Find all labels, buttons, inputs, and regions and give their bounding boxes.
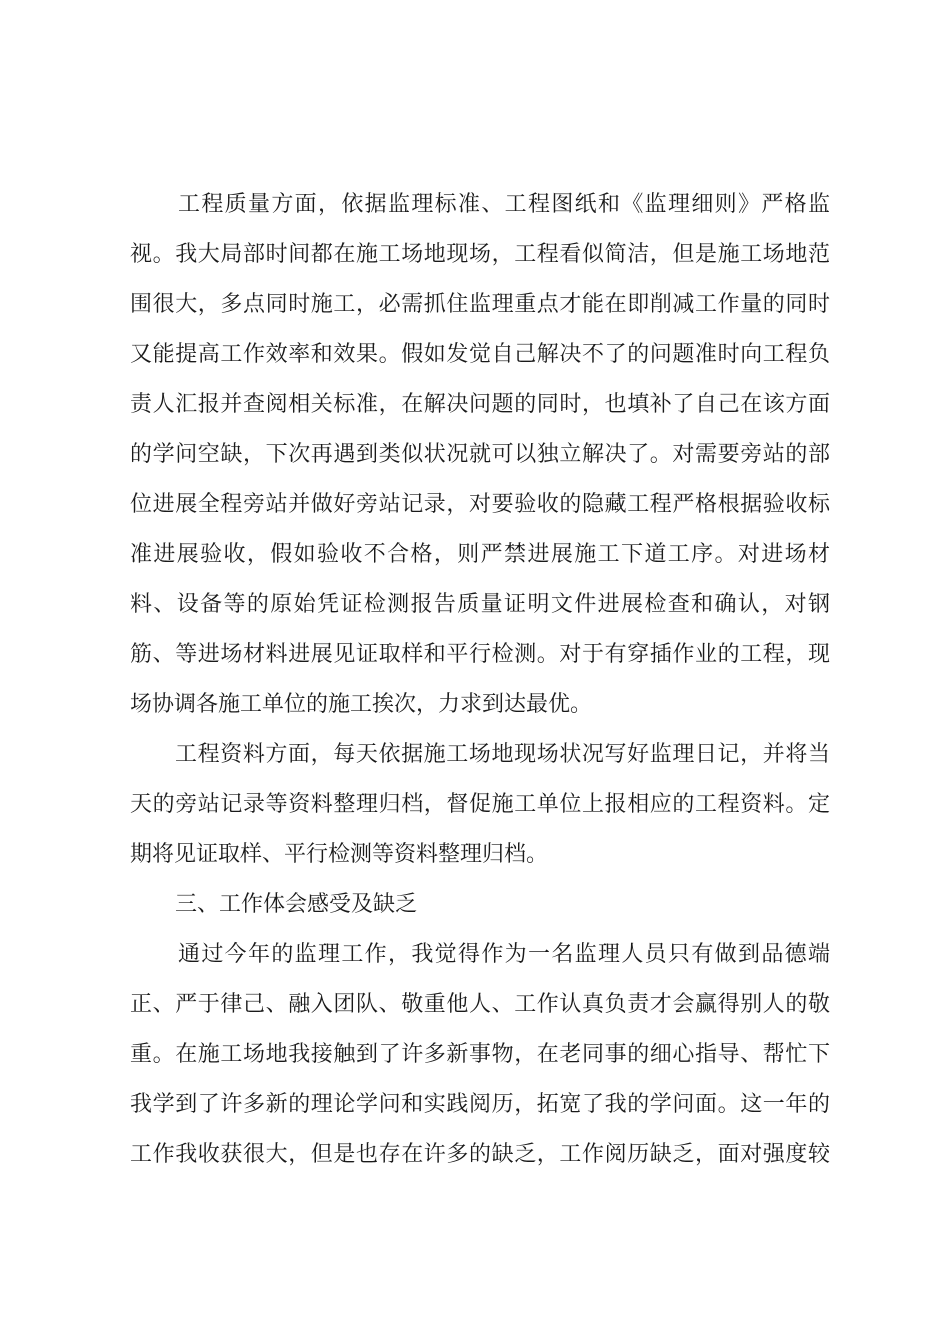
paragraph-line: 我学到了许多新的理论学问和实践阅历，拓宽了我的学问面。这一年的 [130, 1092, 830, 1117]
paragraph-line: 围很大，多点同时施工，必需抓住监理重点才能在即削减工作量的同时 [130, 292, 830, 317]
paragraph-line: 视。我大局部时间都在施工场地现场，工程看似简洁，但是施工场地范 [130, 242, 830, 267]
section-heading: 三、工作体会感受及缺乏 [175, 892, 418, 917]
paragraph-line: 位进展全程旁站并做好旁站记录，对要验收的隐藏工程严格根据验收标 [130, 492, 830, 517]
paragraph-line: 重。在施工场地我接触到了许多新事物，在老同事的细心指导、帮忙下 [130, 1042, 830, 1067]
paragraph-line: 的学问空缺，下次再遇到类似状况就可以独立解决了。对需要旁站的部 [130, 442, 830, 467]
paragraph-line: 场协调各施工单位的施工挨次，力求到达最优。 [130, 692, 593, 717]
paragraph-line: 责人汇报并查阅相关标准，在解决问题的同时，也填补了自己在该方面 [130, 392, 830, 417]
paragraph-line: 又能提高工作效率和效果。假如发觉自己解决不了的问题准时向工程负 [130, 342, 830, 367]
paragraph-line: 正、严于律己、融入团队、敬重他人、工作认真负责才会赢得别人的敬 [130, 992, 830, 1017]
paragraph-line: 通过今年的监理工作，我觉得作为一名监理人员只有做到品德端 [178, 942, 830, 967]
paragraph-line: 工程资料方面，每天依据施工场地现场状况写好监理日记，并将当 [175, 742, 830, 767]
paragraph-line: 料、设备等的原始凭证检测报告质量证明文件进展检查和确认，对钢 [130, 592, 830, 617]
paragraph-line: 天的旁站记录等资料整理归档，督促施工单位上报相应的工程资料。定 [130, 792, 830, 817]
paragraph-line: 工作我收获很大，但是也存在许多的缺乏，工作阅历缺乏，面对强度较 [130, 1142, 830, 1167]
paragraph-line: 准进展验收，假如验收不合格，则严禁进展施工下道工序。对进场材 [130, 542, 830, 567]
paragraph-line: 期将见证取样、平行检测等资料整理归档。 [130, 842, 549, 867]
paragraph-line: 工程质量方面，依据监理标准、工程图纸和《监理细则》严格监 [178, 192, 830, 217]
paragraph-line: 筋、等进场材料进展见证取样和平行检测。对于有穿插作业的工程，现 [130, 642, 830, 667]
